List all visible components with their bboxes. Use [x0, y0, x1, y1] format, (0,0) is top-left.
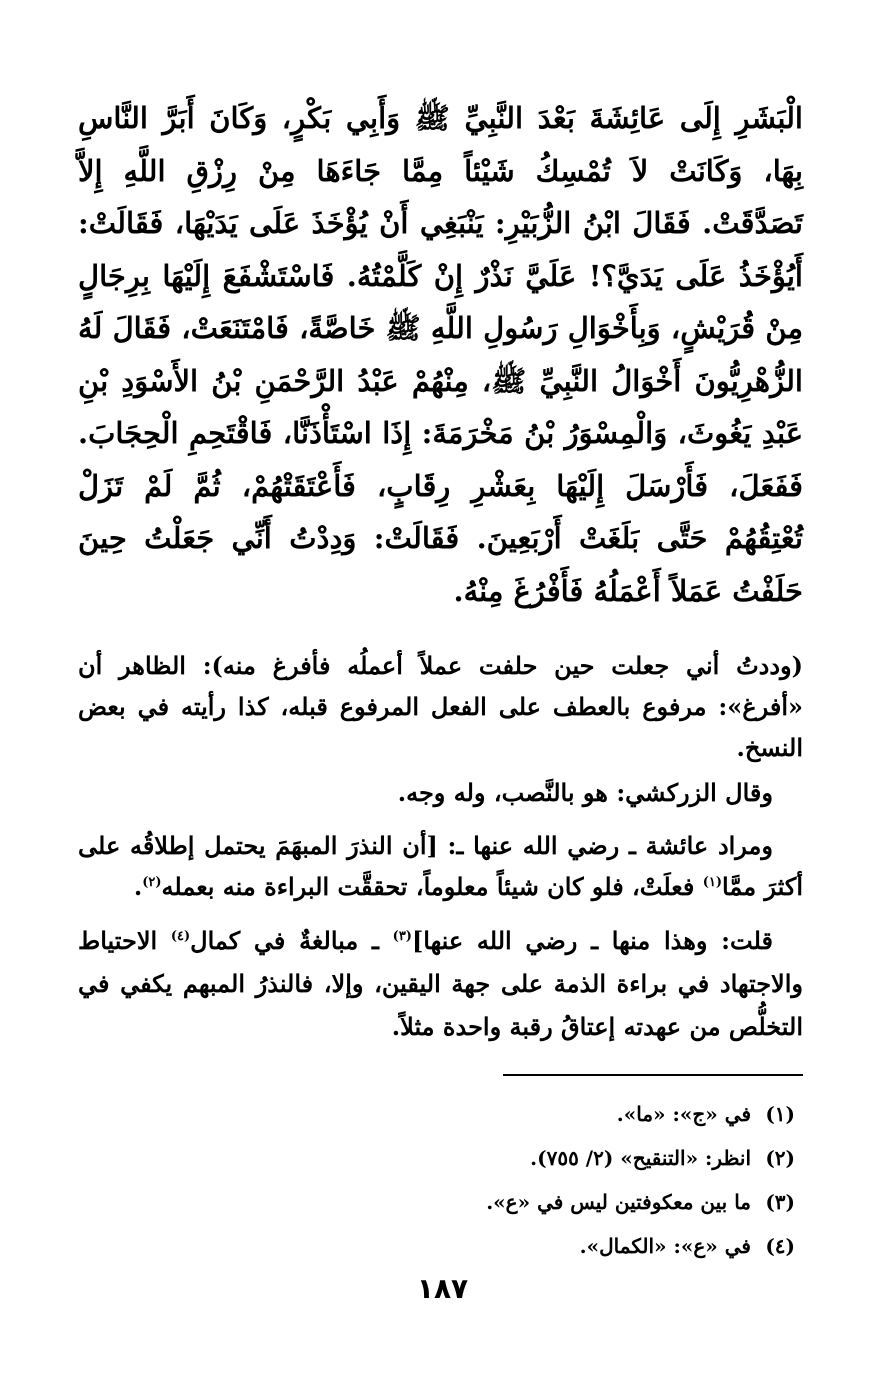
footnote-text: ما بين معكوفتين ليس في «ع». — [486, 1190, 751, 1214]
commentary-paragraph-2: وقال الزركشي: هو بالنَّصب، وله وجه. — [397, 778, 773, 807]
commentary-text: فعلَتْ، فلو كان شيئاً معلوماً، تحققَّت البراءة منه بعمله — [161, 872, 703, 901]
footnote-number: (١) — [765, 1102, 795, 1126]
commentary-text: ومراد عائشة ـ رضي الله عنها ـ: [أن النذرَ المبهَمَ يحتمل إطلاقُه على أكثرَ ممَّا — [78, 831, 803, 901]
footnote-ref-4: (٤) — [170, 929, 191, 944]
footnote-text: في «ج»: «ما». — [616, 1102, 751, 1126]
footnote-number: (٢) — [765, 1146, 795, 1170]
book-page — [78, 92, 803, 1382]
footnote-4 — [78, 1224, 803, 1268]
commentary-paragraph-1: (وددتُ أني جعلت حين حلفت عملاً أعملُه فأفرغ منه): الظاهر أن «أفرغ»: مرفوع بالعطف على الفعل المرفوع قبله، كذا رأيته في بعض النسخ. — [78, 651, 803, 762]
commentary-text: . — [133, 872, 143, 901]
footnotes-list — [78, 1092, 803, 1268]
commentary-text: قلت: وهذا منها ـ رضي الله عنها] — [411, 926, 773, 955]
page-number: ١٨٧ — [416, 1272, 469, 1305]
hadith-text: الْبَشَرِ إِلَى عَائِشَةَ بَعْدَ النَّبِيِّ ﷺ وَأَبِي بَكْرٍ، وَكَانَ أَبَرَّ النَّاسِ بِهَا، وَكَانَتْ لاَ تُمْسِكُ شَيْئاً مِمَّا جَاءَهَا مِنْ رِزْقِ اللَّهِ إِلاَّ تَصَدَّقَتْ. فَقَالَ ابْنُ الزُّبَيْرِ: يَنْبَغِي أَنْ يُؤْخَذَ عَلَى يَدَيْهَا، فَقَالَتْ: أَيُؤْخَذُ عَلَى يَدَيَّ؟! عَلَيَّ نَذْرٌ إِنْ كَلَّمْتُهُ. فَاسْتَشْفَعَ إِلَيْهَا بِرِجَالٍ مِنْ قُرَيْشٍ، وَبِأَخْوَالِ رَسُولِ اللَّهِ ﷺ خَاصَّةً، فَامْتَنَعَتْ، فَقَالَ لَهُ الزُّهْرِيُّونَ أَخْوَالُ النَّبِيِّ ﷺ، مِنْهُمْ عَبْدُ الرَّحْمَنِ بْنُ الأَسْوَدِ بْنِ عَبْدِ يَغُوثَ، وَالْمِسْوَرُ بْنُ مَخْرَمَةَ: إِذَا اسْتَأْذَنَّا، فَاقْتَحِمِ الْحِجَابَ. فَفَعَلَ، فَأَرْسَلَ إِلَيْهَا بِعَشْرِ رِقَابٍ، فَأَعْتَقَتْهُمْ، ثُمَّ لَمْ تَزَلْ تُعْتِقُهُمْ حَتَّى بَلَغَتْ أَرْبَعِينَ. فَقَالَتْ: وَدِدْتُ أَنِّي جَعَلْتُ حِينَ حَلَفْتُ عَمَلاً أَعْمَلُهُ فَأَفْرُغَ مِنْهُ. — [78, 101, 803, 608]
footnote-1 — [78, 1092, 803, 1136]
footnote-ref-3: (٣) — [392, 929, 412, 944]
footnote-text: انظر: «التنقيح» (٢/ ٧٥٥). — [530, 1146, 751, 1170]
footnote-number: (٣) — [765, 1190, 795, 1214]
commentary-text: ـ مبالغةٌ في كمال — [190, 926, 393, 955]
commentary-paragraph-4 — [78, 919, 803, 1048]
footnote-number: (٤) — [765, 1234, 795, 1258]
commentary-paragraph-3 — [78, 825, 803, 907]
footnote-2 — [78, 1136, 803, 1180]
footnote-text: في «ع»: «الكمال». — [579, 1234, 751, 1258]
footnote-ref-1: (١) — [702, 875, 723, 890]
footnote-3 — [78, 1180, 803, 1224]
footnote-ref-2: (٢) — [142, 875, 162, 890]
footnote-separator — [503, 1074, 803, 1076]
commentary-text: الاحتياط والاجتهاد في براءة الذمة على جهة اليقين، وإلا، فالنذرُ المبهم يكفي في التخلُّص من عهدته إعتاقُ رقبة واحدة مثلاً. — [78, 926, 803, 1041]
